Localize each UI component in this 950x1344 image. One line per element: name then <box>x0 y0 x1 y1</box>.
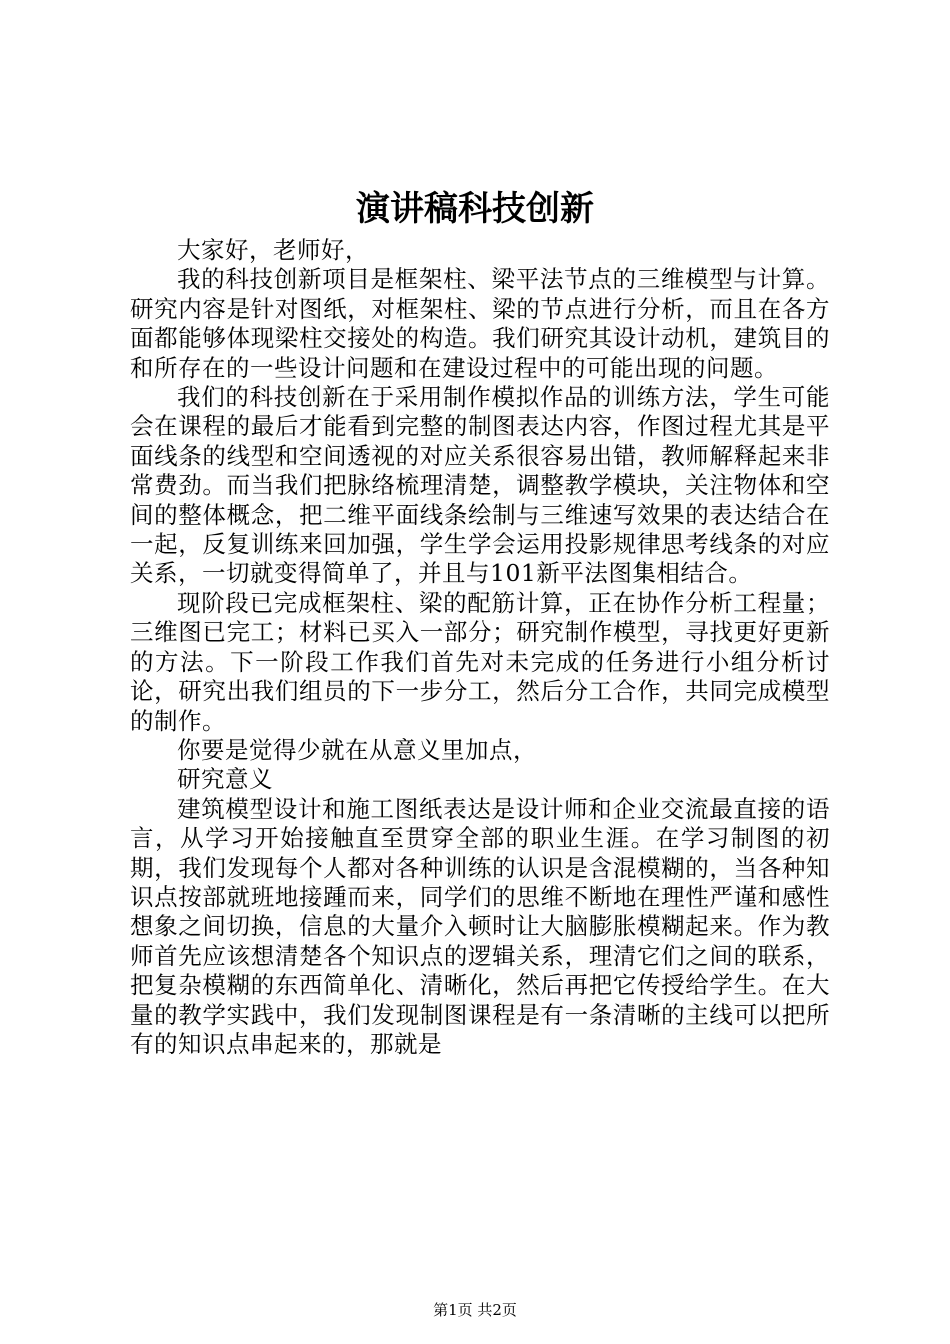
document-body <box>130 236 830 1059</box>
paragraph-innovation: 我们的科技创新在于采用制作模拟作品的训练方法，学生可能会在课程的最后才能看到完整的制图表达内容，作图过程尤其是平面线条的线型和空间透视的对应关系很容易出错，教师解释起来非常费劲。而当我们把脉络梳理清楚，调整教学模块，关注物体和空间的整体概念，把二维平面线条绘制与三维速写效果的表达结合在一起，反复训练来回加强，学生学会运用投影规律思考线条的对应关系，一切就变得简单了，并且与101新平法图集相结合。 <box>130 383 830 588</box>
document-title: 演讲稿科技创新 <box>356 189 594 229</box>
page-footer: 第1页 共2页 <box>433 1301 517 1319</box>
paragraph-greeting: 大家好，老师好， <box>177 236 369 264</box>
section-heading-significance: 研究意义 <box>177 765 273 794</box>
paragraph-progress: 现阶段已完成框架柱、梁的配筋计算，正在协作分析工程量；三维图已完工；材料已买入一部分；研究制作模型，寻找更好更新的方法。下一阶段工作我们首先对未完成的任务进行小组分析讨论，研究出我们组员的下一步分工，然后分工合作，共同完成模型的制作。 <box>130 588 830 735</box>
paragraph-significance: 建筑模型设计和施工图纸表达是设计师和企业交流最直接的语言，从学习开始接触直至贯穿全部的职业生涯。在学习制图的初期，我们发现每个人都对各种训练的认识是含混模糊的，当各种知识点按部就班地接踵而来，同学们的思维不断地在理性严谨和感性想象之间切换，信息的大量介入顿时让大脑膨胀模糊起来。作为教师首先应该想清楚各个知识点的逻辑关系，理清它们之间的联系，把复杂模糊的东西简单化、清晰化，然后再把它传授给学生。在大量的教学实践中，我们发现制图课程是有一条清晰的主线可以把所有的知识点串起来的，那就是 <box>130 794 830 1058</box>
paragraph-project-intro: 我的科技创新项目是框架柱、梁平法节点的三维模型与计算。研究内容是针对图纸，对框架柱、梁的节点进行分析，而且在各方面都能够体现梁柱交接处的构造。我们研究其设计动机，建筑目的和所存在的一些设计问题和在建设过程中的可能出现的问题。 <box>130 265 830 382</box>
paragraph-note: 你要是觉得少就在从意义里加点， <box>177 735 537 764</box>
